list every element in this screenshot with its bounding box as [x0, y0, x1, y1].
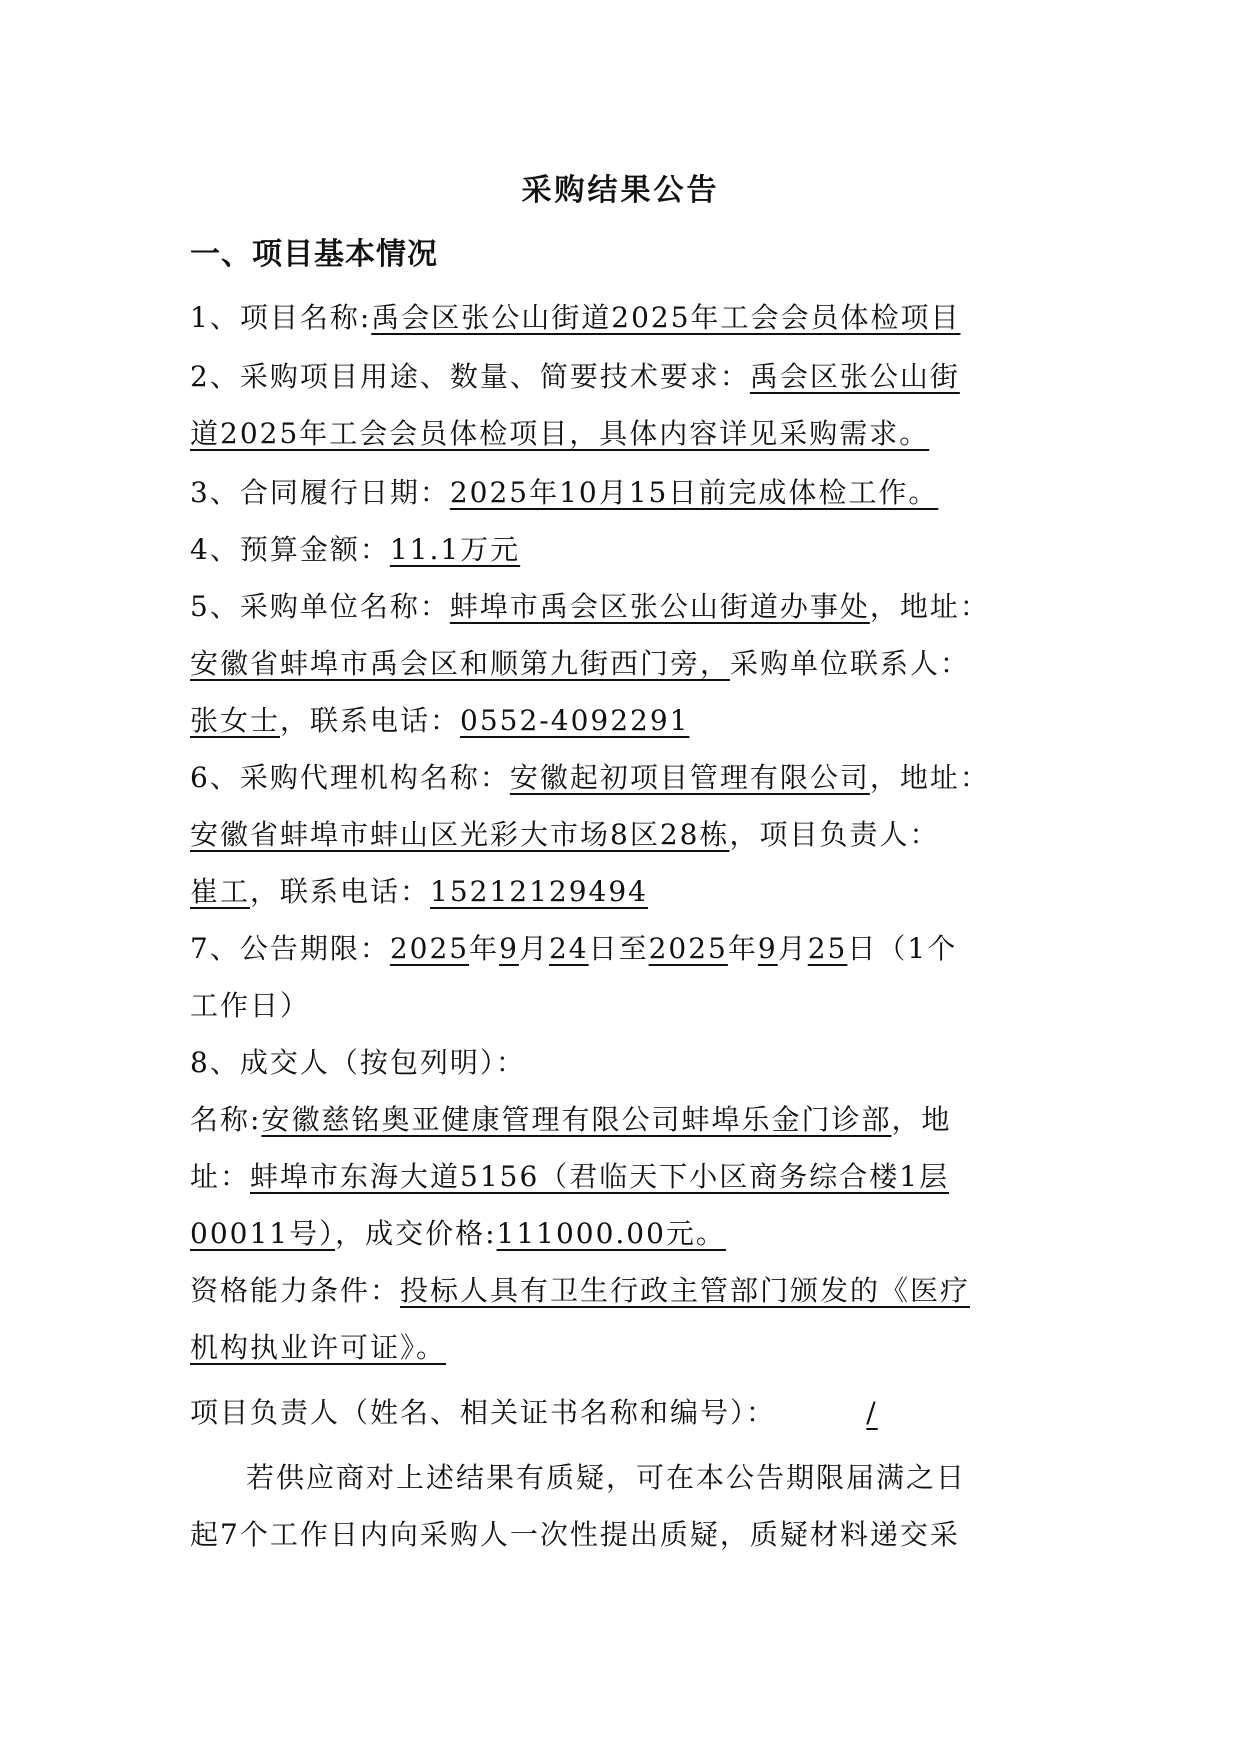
item-label: 6、采购代理机构名称：	[190, 761, 510, 794]
text-day-to: 日至	[588, 932, 649, 965]
address-label-cont: 址：	[190, 1160, 251, 1193]
item-agency	[190, 758, 1060, 798]
item-notice-period-cont	[190, 986, 1060, 1026]
project-name-value: 禹会区张公山街道2025年工会会员体检项目	[371, 301, 961, 334]
address-label: ，地址：	[869, 590, 990, 623]
item-agency-contact	[190, 872, 1060, 912]
winner-price-line	[190, 1214, 1060, 1254]
closing-paragraph	[246, 1458, 1116, 1498]
item-purchaser	[190, 587, 1060, 627]
phone-label: ，联系电话：	[280, 704, 461, 737]
item-purchaser-address	[190, 644, 1060, 684]
winner-address-cont: 00011号）	[190, 1217, 336, 1250]
item-label: 7、公告期限：	[190, 932, 390, 965]
text-day-count: 日（1个	[847, 932, 958, 965]
budget-value: 11.1万元	[389, 533, 521, 566]
purchaser-phone: 0552-4092291	[460, 704, 690, 737]
qualification-value: 投标人具有卫生行政主管部门颁发的《医疗	[400, 1274, 971, 1307]
end-year: 2025	[648, 932, 728, 965]
text-month: 月	[518, 932, 549, 965]
qualification-value-cont: 机构执业许可证》。	[190, 1331, 447, 1364]
item-agency-address	[190, 815, 1060, 855]
qualification-label: 资格能力条件：	[190, 1274, 401, 1307]
text-year: 年	[469, 932, 500, 965]
purchaser-name: 蚌埠市禹会区张公山街道办事处	[449, 590, 870, 623]
closing-paragraph-cont	[190, 1515, 1060, 1555]
item-label: 8、成交人（按包列明）：	[190, 1046, 526, 1079]
item-label: 4、预算金额：	[190, 533, 390, 566]
agency-leader: 崔工	[190, 875, 251, 908]
item-label: 3、合同履行日期：	[190, 476, 450, 509]
project-manager-label: 项目负责人（姓名、相关证书名称和编号）：	[190, 1396, 777, 1429]
address-label: ，地址：	[869, 761, 990, 794]
item-label: 1、项目名称:	[190, 301, 372, 334]
item-contract-date	[190, 473, 1060, 513]
end-month: 9	[757, 932, 778, 965]
qualification-line-cont	[190, 1328, 1060, 1368]
leader-label: ，项目负责人：	[729, 818, 940, 851]
closing-line-1: 若供应商对上述结果有质疑，可在本公告期限届满之日	[246, 1461, 967, 1494]
winner-name-line	[190, 1100, 1060, 1140]
item-label: 2、采购项目用途、数量、简要技术要求：	[190, 360, 750, 393]
address-label: ，地	[891, 1103, 952, 1136]
agency-address: 安徽省蚌埠市蚌山区光彩大市场8区28栋	[190, 818, 730, 851]
phone-label: ，联系电话：	[250, 875, 431, 908]
winner-address: 蚌埠市东海大道5156（君临天下小区商务综合楼1层	[250, 1160, 950, 1193]
start-day: 24	[548, 932, 589, 965]
item-purpose-cont	[190, 414, 1060, 454]
item-notice-period	[190, 929, 1060, 969]
purchaser-address: 安徽省蚌埠市禹会区和顺第九街西门旁，	[190, 647, 731, 680]
price-label: ，成交价格:	[335, 1217, 497, 1250]
item-purchaser-contact	[190, 701, 1060, 741]
project-manager-value: /	[866, 1396, 878, 1429]
end-day: 25	[807, 932, 848, 965]
item-purpose	[190, 357, 1060, 397]
agency-phone: 15212129494	[430, 875, 648, 908]
page-title: 采购结果公告	[521, 173, 720, 208]
section-heading: 一、项目基本情况	[190, 237, 438, 272]
item-project-name	[190, 298, 1060, 338]
item-label: 5、采购单位名称：	[190, 590, 450, 623]
winner-address-line	[190, 1157, 1060, 1197]
start-month: 9	[499, 932, 519, 965]
purpose-value-cont: 道2025年工会会员体检项目，具体内容详见采购需求。	[190, 417, 930, 450]
agency-name: 安徽起初项目管理有限公司	[509, 761, 870, 794]
text-year: 年	[727, 932, 758, 965]
winner-name: 安徽慈铭奥亚健康管理有限公司蚌埠乐金门诊部	[261, 1103, 892, 1136]
contract-date-value: 2025年10月15日前完成体检工作。	[449, 476, 939, 509]
notice-period-tail: 工作日）	[190, 989, 311, 1022]
purpose-value: 禹会区张公山街	[749, 360, 960, 393]
winner-price: 111000.00元。	[496, 1217, 726, 1250]
item-winner	[190, 1043, 1060, 1083]
text-month: 月	[777, 932, 808, 965]
closing-line-2: 起7个工作日内向采购人一次性提出质疑，质疑材料递交采	[190, 1518, 960, 1551]
qualification-line	[190, 1271, 1060, 1311]
start-year: 2025	[389, 932, 470, 965]
project-manager-line	[190, 1393, 1060, 1433]
contact-label: 采购单位联系人：	[730, 647, 971, 680]
item-budget	[190, 530, 1060, 570]
purchaser-contact: 张女士	[190, 704, 281, 737]
winner-name-label: 名称:	[190, 1103, 262, 1136]
